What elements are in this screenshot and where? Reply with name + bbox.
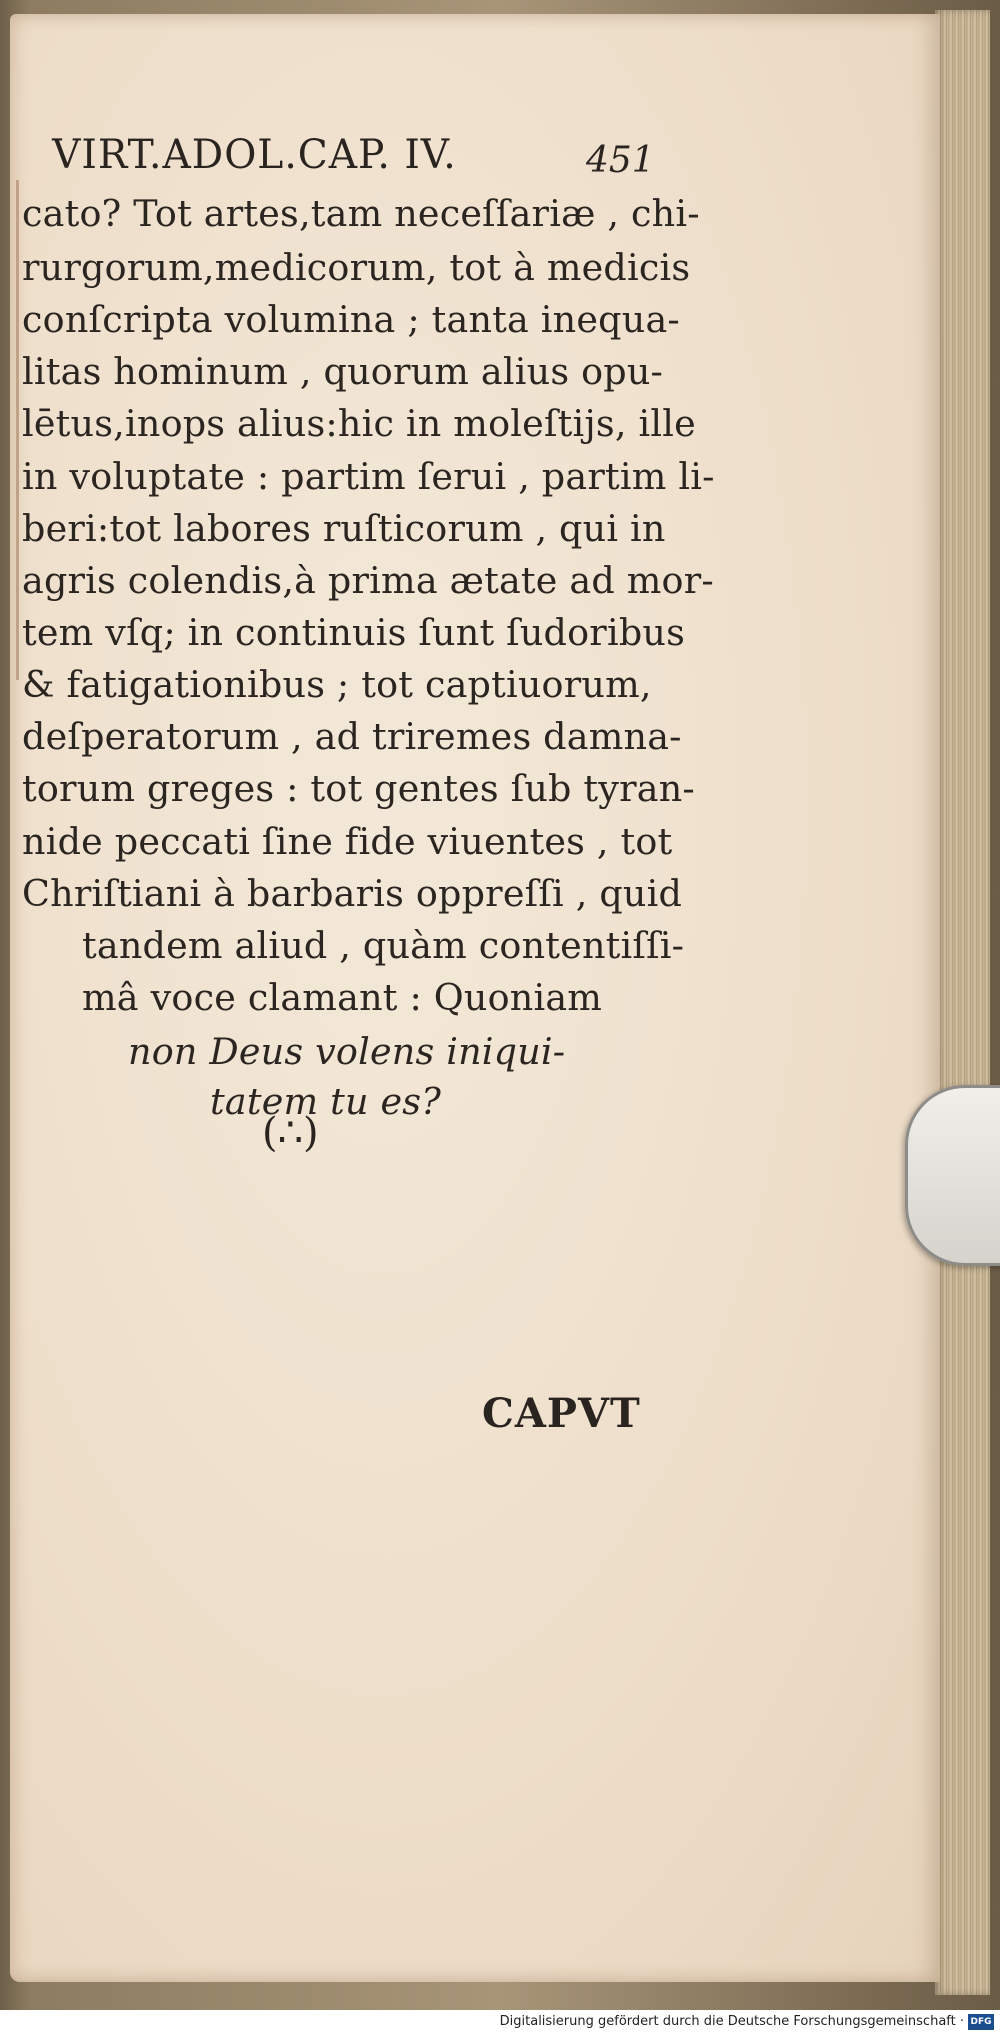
- book-fore-edge: [935, 10, 990, 1995]
- text-line: tandem aliud , quàm contentiſſi-: [82, 924, 685, 967]
- closing-ornament: (∴): [262, 1110, 319, 1156]
- text-line: tem vſq; in continuis ſunt ſudoribus: [22, 611, 686, 654]
- text-line: deſperatorum , ad triremes damna-: [22, 715, 682, 758]
- text-line-italic: tatem tu es?: [210, 1080, 441, 1123]
- running-head: VIRT.ADOL.CAP. IV.: [52, 132, 457, 178]
- footer-credit: Digitalisierung gefördert durch die Deutsche Forschungsgemeinschaft ·: [499, 2014, 964, 2029]
- binding-fold: [16, 180, 19, 680]
- bookmark-clasp: [905, 1085, 1000, 1266]
- text-line: rurgorum,medicorum, tot à medicis: [22, 246, 691, 289]
- text-line: litas hominum , quorum alius opu-: [22, 350, 664, 393]
- text-line: conſcripta volumina ; tanta inequa-: [22, 298, 680, 341]
- text-line: lētus,inops alius:hic in moleſtijs, ille: [22, 402, 696, 445]
- text-line: & fatigationibus ; tot captiuorum,: [22, 663, 652, 706]
- text-line: nide peccati ſine fide viuentes , tot: [22, 820, 673, 863]
- text-line: in voluptate : partim ſerui , partim li-: [22, 455, 715, 498]
- page-number: 451: [586, 140, 655, 181]
- text-line: cato? Tot artes,tam neceſſariæ , chi-: [22, 192, 700, 235]
- text-line: torum greges : tot gentes ſub tyran-: [22, 767, 695, 810]
- dfg-logo: DFG: [968, 2014, 994, 2030]
- text-line: Chriſtiani à barbaris oppreſſi , quid: [22, 872, 683, 915]
- text-line: mâ voce clamant : Quoniam: [82, 976, 603, 1019]
- text-line-italic: non Deus volens iniqui-: [128, 1030, 566, 1073]
- text-line: agris colendis,à prima ætate ad mor-: [22, 559, 714, 602]
- catchword: CAPVT: [482, 1390, 641, 1437]
- text-line: beri:tot labores ruſticorum , qui in: [22, 507, 666, 550]
